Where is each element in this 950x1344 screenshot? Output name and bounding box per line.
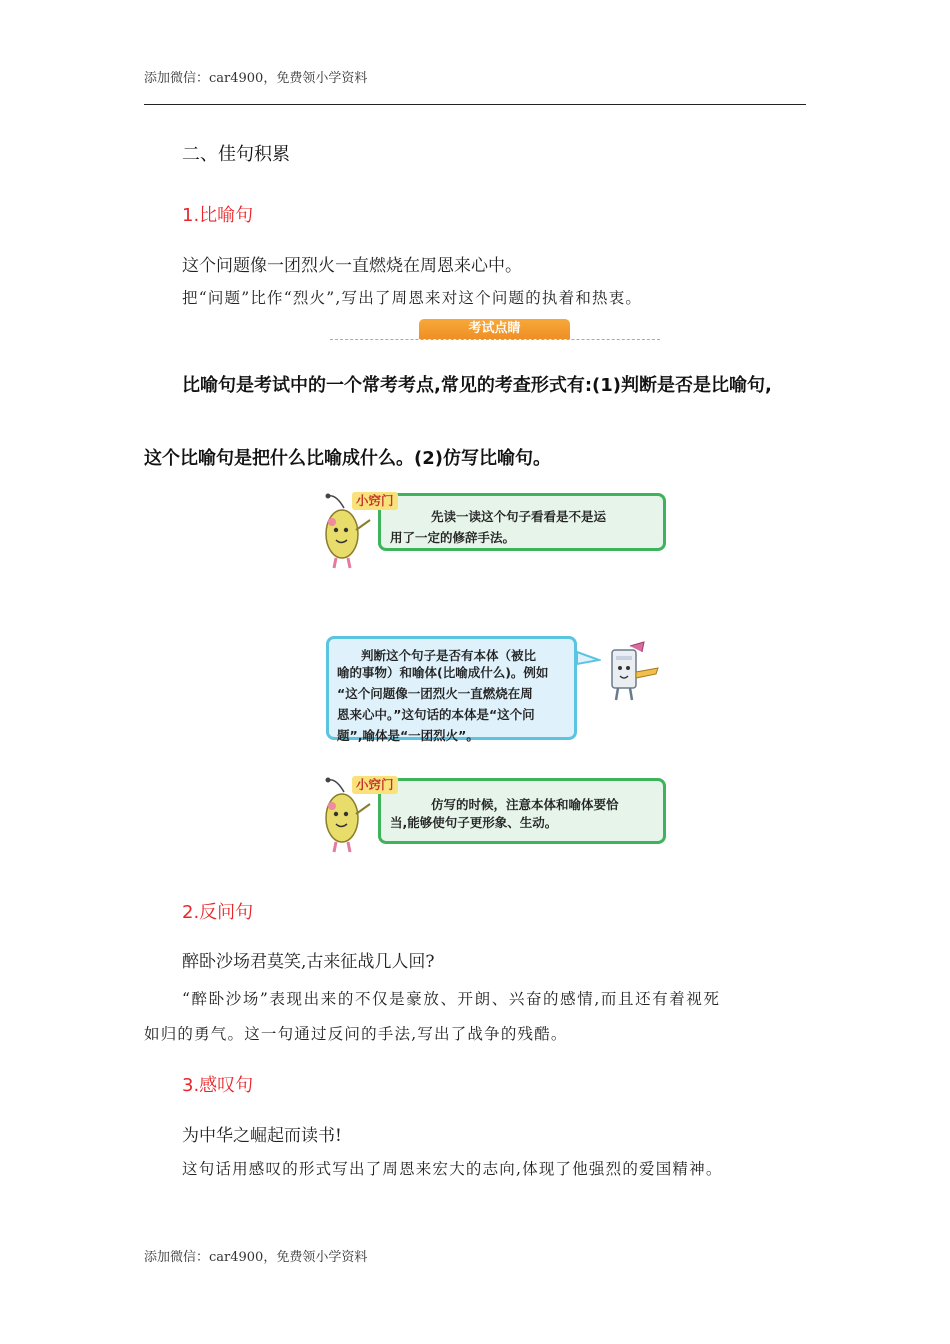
tip2-line1: 仿写的时候，注意本体和喻体要恰 [431, 797, 619, 812]
section-title: 二、佳句积累 [182, 144, 290, 165]
blue-line-1: 判断这个句子是否有本体（被比 [361, 648, 537, 663]
blue-line-4: 恩来心中。”这句话的本体是“这个问 [337, 707, 535, 722]
header-divider [144, 104, 806, 105]
simile-heading: 1.比喻句 [182, 205, 254, 226]
exam-text-line2: 这个比喻句是把什么比喻成什么。(2)仿写比喻句。 [144, 448, 551, 469]
tip1-line2: 用了一定的修辞手法。 [390, 530, 516, 545]
tip2-label: 小窍门 [352, 776, 398, 794]
rhetorical-heading: 2.反问句 [182, 902, 254, 923]
exam-tag: 考试点睛 [419, 319, 570, 339]
exclamatory-example: 为中华之崛起而读书! [182, 1126, 342, 1146]
tip1-label: 小窍门 [352, 492, 398, 510]
tip1-line1: 先读一读这个句子看看是不是运 [431, 509, 607, 524]
page-header: 添加微信：car4900，免费领小学资料 [144, 71, 368, 86]
exam-text-line1: 比喻句是考试中的一个常考考点,常见的考查形式有:(1)判断是否是比喻句, [182, 375, 772, 396]
rhetorical-explanation-line2: 如归的勇气。这一句通过反问的手法,写出了战争的残酷。 [144, 1025, 568, 1043]
simile-explanation: 把“问题”比作“烈火”,写出了周恩来对这个问题的执着和热衷。 [182, 289, 643, 307]
page-footer: 添加微信：car4900，免费领小学资料 [144, 1250, 368, 1265]
exclamatory-explanation: 这句话用感叹的形式写出了周恩来宏大的志向,体现了他强烈的爱国精神。 [182, 1160, 723, 1178]
tip2-line2: 当,能够使句子更形象、生动。 [390, 815, 558, 830]
book-mascot-icon [602, 638, 664, 706]
simile-example: 这个问题像一团烈火一直燃烧在周恩来心中。 [182, 256, 522, 276]
blue-line-3: “这个问题像一团烈火一直燃烧在周 [337, 686, 533, 701]
exclamatory-heading: 3.感叹句 [182, 1075, 254, 1096]
rhetorical-example: 醉卧沙场君莫笑,古来征战几人回? [182, 952, 435, 972]
blue-line-2: 喻的事物）和喻体(比喻成什么)。例如 [337, 665, 549, 680]
blue-lines-rest [337, 662, 548, 746]
speech-pointer-icon [577, 648, 601, 668]
blue-line-5: 题”,喻体是“一团烈火”。 [337, 728, 479, 743]
exam-divider [330, 339, 660, 340]
tip-box-2 [378, 778, 666, 844]
rhetorical-explanation-line1: “醉卧沙场”表现出来的不仅是豪放、开朗、兴奋的感情,而且还有着视死 [182, 990, 721, 1008]
